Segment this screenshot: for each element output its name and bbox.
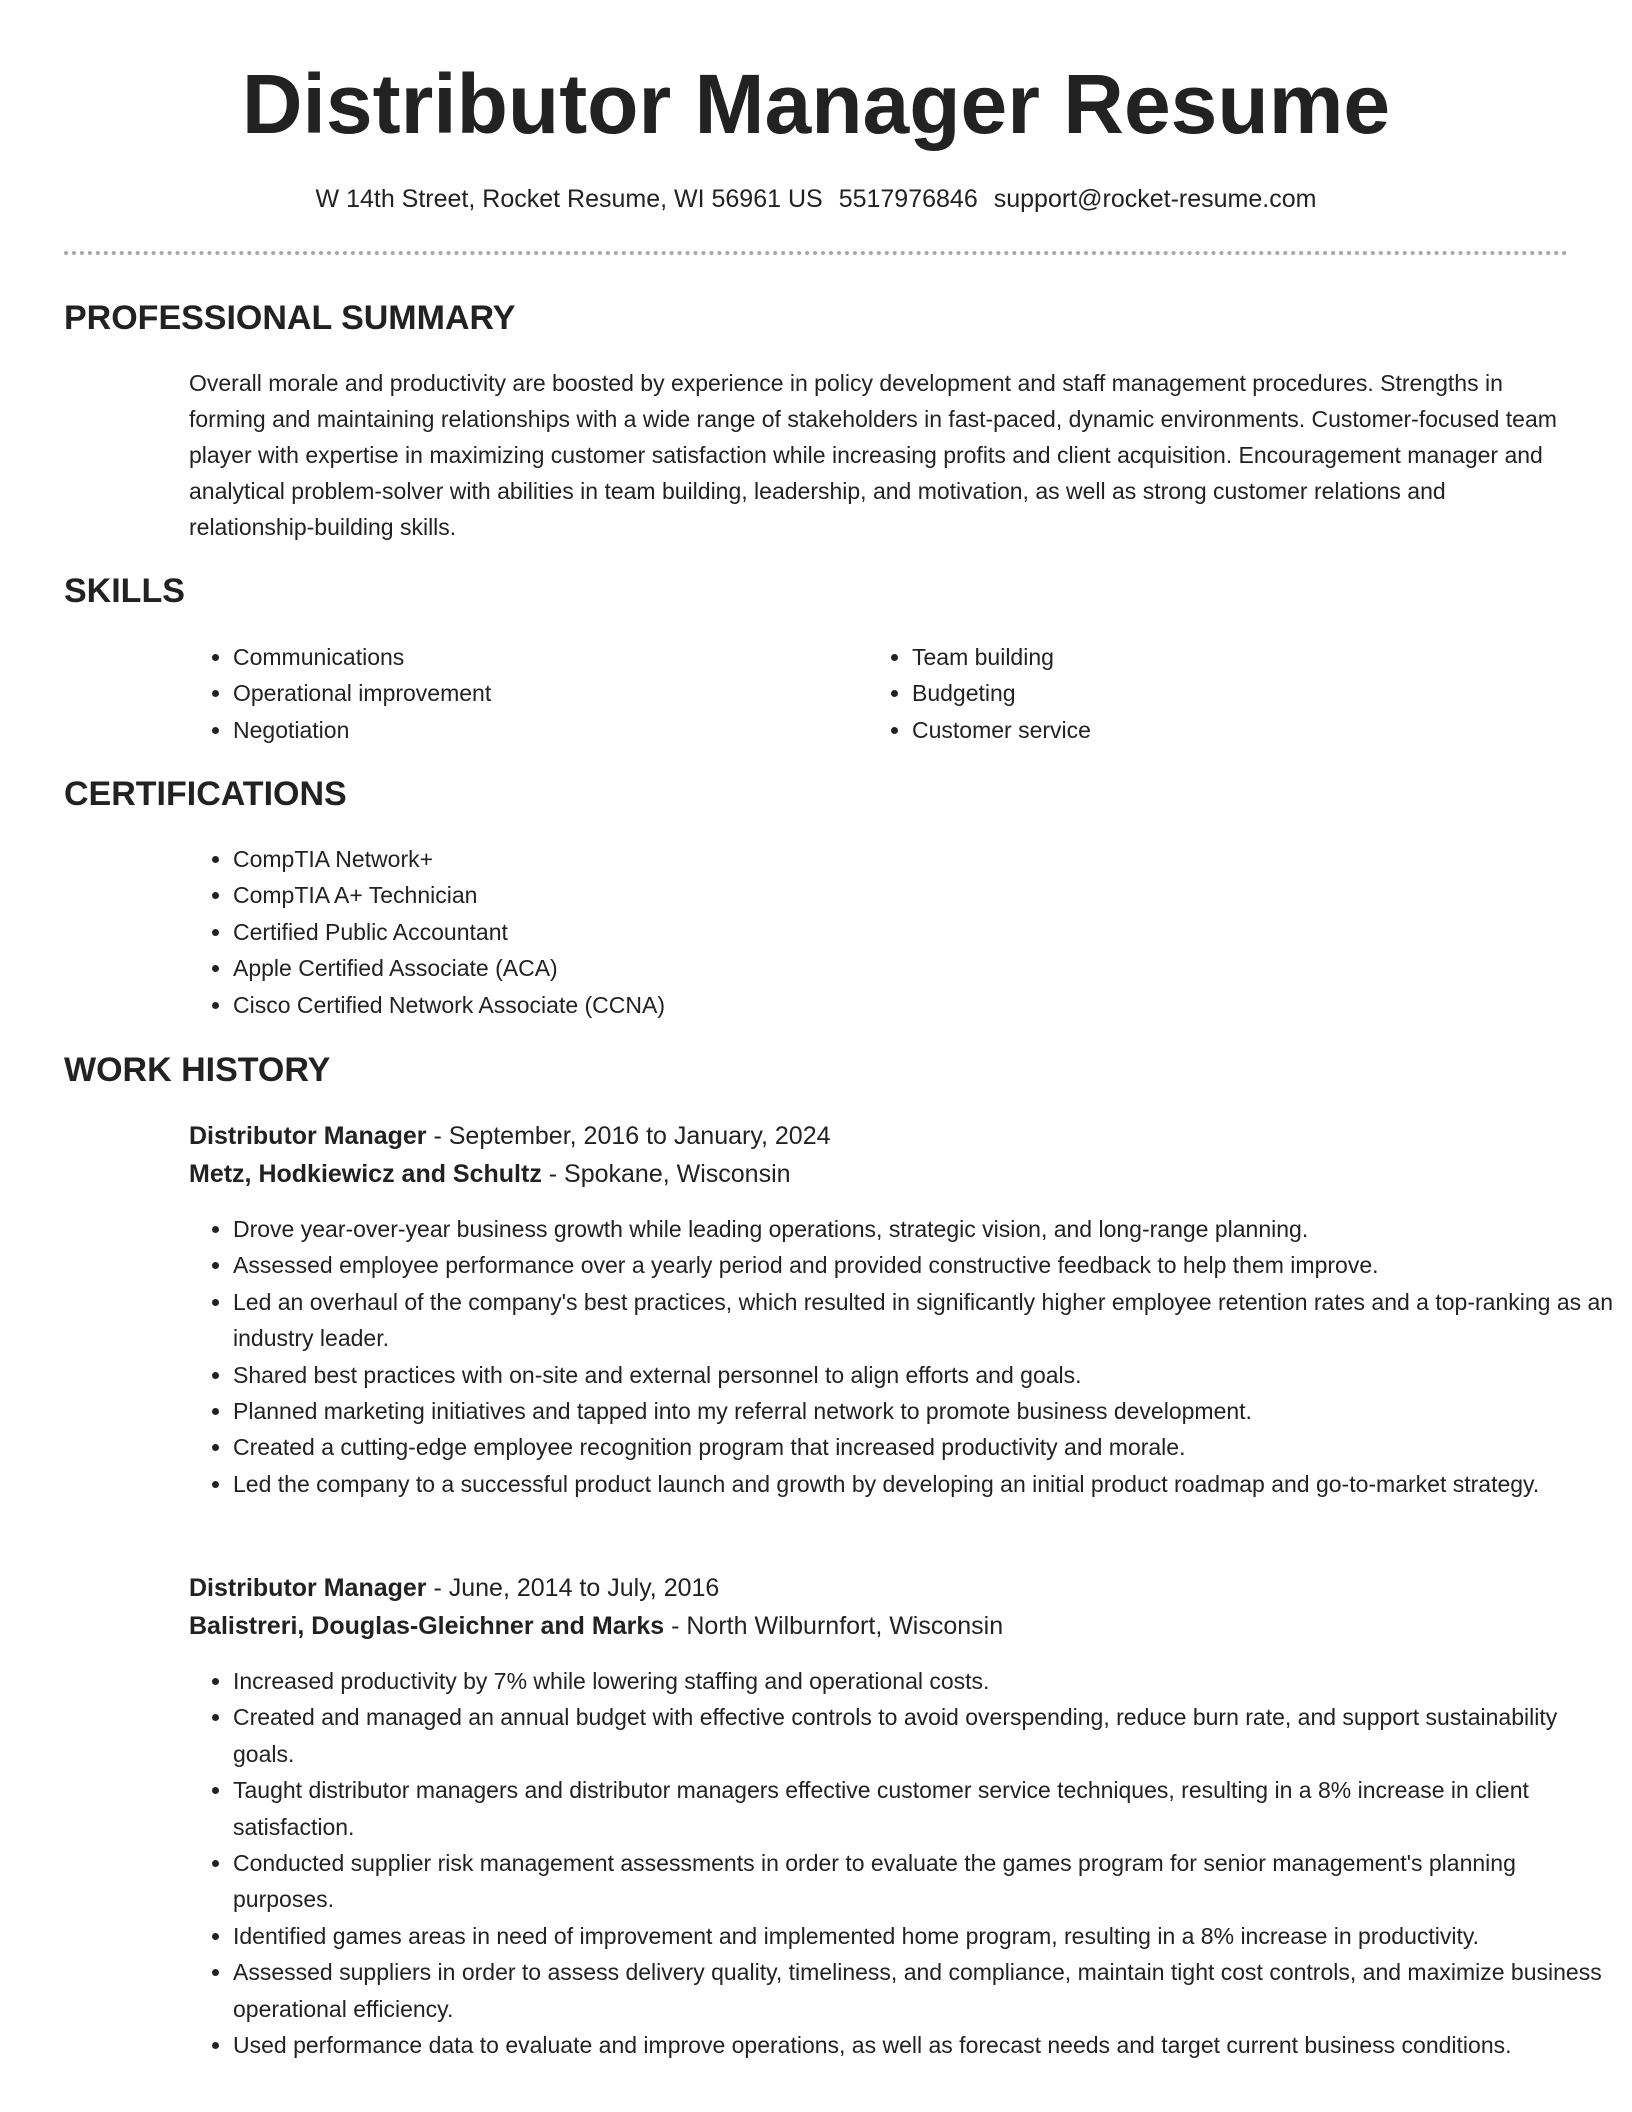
- job-title-line: [189, 1569, 719, 1607]
- job-location: - North Wilburnfort, Wisconsin: [664, 1612, 1004, 1640]
- resume-title: Distributor Manager Resume: [241, 57, 1391, 151]
- address-text: W 14th Street, Rocket Resume, WI 56961 US: [315, 185, 823, 213]
- skills-list-left: [189, 639, 853, 748]
- list-item: • Led the company to a successful product launch and growth by developing an initial product roadmap and go-to-market strategy.: [233, 1466, 1618, 1502]
- list-item: • Identified games areas in need of improvement and implemented home program, resulting in a 8% increase in productivity.: [233, 1918, 1618, 1954]
- contact-info: [0, 182, 1632, 216]
- work-history-heading: WORK HISTORY: [64, 1051, 331, 1089]
- list-item: • Operational improvement: [233, 675, 853, 711]
- list-item: • Budgeting: [912, 675, 1532, 711]
- list-item: • Negotiation: [233, 712, 853, 748]
- list-item: • CompTIA Network+: [233, 841, 1233, 877]
- job-company: Balistreri, Douglas-Gleichner and Marks: [189, 1612, 665, 1640]
- skills-heading: SKILLS: [64, 572, 185, 610]
- list-item: • Used performance data to evaluate and improve operations, as well as forecast needs and target current business conditions.: [233, 2027, 1618, 2063]
- job-location: - Spokane, Wisconsin: [541, 1160, 791, 1188]
- job-dates: - June, 2014 to July, 2016: [426, 1574, 720, 1602]
- list-item: • Created a cutting-edge employee recognition program that increased productivity and morale.: [233, 1429, 1618, 1465]
- summary-heading: PROFESSIONAL SUMMARY: [64, 299, 516, 337]
- header-divider: [64, 251, 1568, 255]
- phone-text: 5517976846: [838, 185, 978, 213]
- job-company-line: [189, 1607, 1003, 1645]
- list-item: • Assessed employee performance over a yearly period and provided constructive feedback to help them improve.: [233, 1247, 1618, 1283]
- list-item: • Taught distributor managers and distributor managers effective customer service techniques, resulting in a 8% increase in client satisfaction.: [233, 1772, 1618, 1845]
- list-item: • Increased productivity by 7% while lowering staffing and operational costs.: [233, 1663, 1618, 1699]
- skills-list-right: [868, 639, 1532, 748]
- list-item: • Planned marketing initiatives and tapped into my referral network to promote business development.: [233, 1393, 1618, 1429]
- certifications-heading: CERTIFICATIONS: [64, 775, 347, 813]
- list-item: • CompTIA A+ Technician: [233, 877, 1233, 913]
- list-item: • Apple Certified Associate (ACA): [233, 950, 1233, 986]
- list-item: • Shared best practices with on-site and external personnel to align efforts and goals.: [233, 1357, 1618, 1393]
- job-title-line: [189, 1117, 831, 1155]
- list-item: • Team building: [912, 639, 1532, 675]
- job-company: Metz, Hodkiewicz and Schultz: [189, 1160, 542, 1188]
- list-item: • Communications: [233, 639, 853, 675]
- list-item: • Assessed suppliers in order to assess delivery quality, timeliness, and compliance, maintain tight cost controls, and maximize business operational efficiency.: [233, 1954, 1618, 2027]
- job-dates: - September, 2016 to January, 2024: [426, 1122, 831, 1150]
- list-item: • Led an overhaul of the company's best practices, which resulted in significantly higher employee retention rates and a top-ranking as an industry leader.: [233, 1284, 1618, 1357]
- job-company-line: [189, 1155, 791, 1193]
- list-item: • Conducted supplier risk management assessments in order to evaluate the games program for senior management's planning purposes.: [233, 1845, 1618, 1918]
- list-item: • Drove year-over-year business growth while leading operations, strategic vision, and long-range planning.: [233, 1211, 1618, 1247]
- summary-text: Overall morale and productivity are boosted by experience in policy development and staff management procedures. Strengths in forming and maintaining relationships with a wide range of stakeholders in fast-paced, dynamic environments. Customer-focused team player with expertise in maximizing customer satisfaction while increasing profits and client acquisition. Encouragement manager and analytical problem-solver with abilities in team building, leadership, and motivation, as well as strong customer relations and relationship-building skills.: [189, 370, 1557, 540]
- list-item: • Cisco Certified Network Associate (CCNA): [233, 987, 1233, 1023]
- list-item: • Certified Public Accountant: [233, 914, 1233, 950]
- job-duties-list: [189, 1211, 1618, 1502]
- list-item: • Customer service: [912, 712, 1532, 748]
- email-text: support@rocket-resume.com: [993, 185, 1317, 213]
- list-item: • Created and managed an annual budget with effective controls to avoid overspending, reduce burn rate, and support sustainability goals.: [233, 1699, 1618, 1772]
- job-duties-list: [189, 1663, 1618, 2063]
- job-title: Distributor Manager: [189, 1574, 427, 1602]
- job-title: Distributor Manager: [189, 1122, 427, 1150]
- certifications-list: [189, 841, 1233, 1023]
